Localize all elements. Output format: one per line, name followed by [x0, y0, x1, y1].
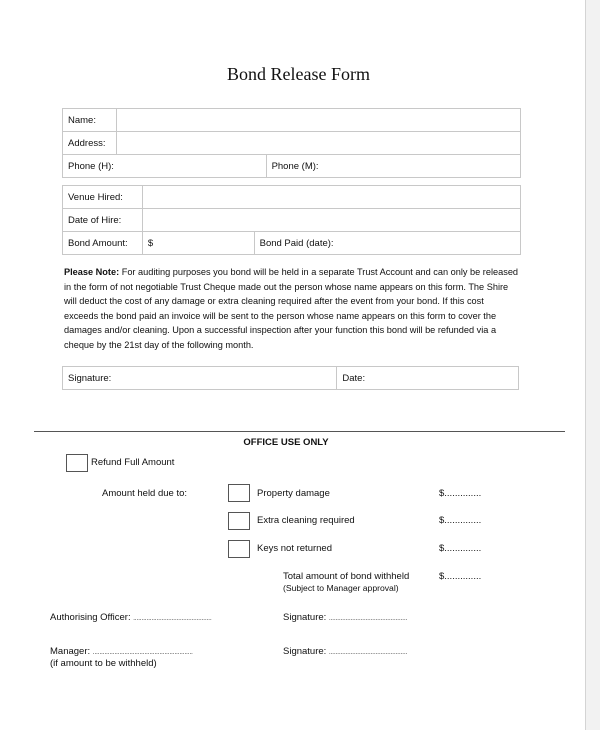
venue-hired-label: Venue Hired:	[63, 186, 143, 209]
authorising-officer-dots: ...............................................	[133, 616, 212, 622]
address-label: Address:	[63, 132, 117, 155]
please-note-text: For auditing purposes you bond will be held in a separate Trust Account and can only be released in the form of not negotiable Trust Cheque made out the person whose name appears on this form. The Shire will deduct the cost of any damage or extra cleaning required after the event from your bond. If this cost exceeds the bond paid an invoice will be sent to the person whose name appears on this form to cover the damages and/or cleaning. Upon a successful inspection after your function this bond will be refunded via a cheque by the 21st day of the following month.	[64, 267, 519, 350]
refund-full-label: Refund Full Amount	[91, 457, 175, 468]
extra-cleaning-checkbox[interactable]	[228, 512, 250, 530]
venue-hired-field[interactable]	[142, 186, 520, 209]
bond-amount-label: Bond Amount:	[63, 232, 143, 255]
keys-not-returned-amount[interactable]: $..............	[439, 543, 482, 554]
extra-cleaning-label: Extra cleaning required	[257, 515, 355, 526]
applicant-signature-label: Signature:	[68, 372, 112, 384]
applicant-signature-field[interactable]	[63, 367, 337, 390]
total-withheld-label: Total amount of bond withheld	[283, 571, 410, 582]
viewer-gutter	[586, 0, 600, 730]
venue-table	[62, 185, 521, 255]
address-field[interactable]	[116, 132, 520, 155]
amount-held-label: Amount held due to:	[102, 488, 188, 499]
property-damage-checkbox[interactable]	[228, 484, 250, 502]
extra-cleaning-amount[interactable]: $..............	[439, 515, 482, 526]
bond-amount-field[interactable]	[142, 232, 254, 255]
applicant-date-label: Date:	[342, 372, 366, 384]
manager-label: Manager:	[50, 646, 93, 657]
date-of-hire-field[interactable]	[142, 209, 520, 232]
officer-signature-label: Signature:	[283, 612, 329, 623]
signature-table	[62, 366, 519, 390]
manager-dots: ............................................................	[92, 650, 193, 656]
please-note-heading: Please Note:	[64, 267, 120, 277]
total-withheld-sublabel: (Subject to Manager approval)	[283, 583, 399, 593]
authorising-officer-line[interactable]	[50, 612, 212, 623]
bond-paid-label: Bond Paid (date):	[259, 237, 334, 249]
manager-sublabel: (if amount to be withheld)	[50, 658, 157, 669]
name-field[interactable]	[116, 109, 520, 132]
keys-not-returned-label: Keys not returned	[257, 543, 332, 554]
phone-home-field[interactable]	[63, 155, 267, 178]
property-damage-amount[interactable]: $..............	[439, 488, 482, 499]
phone-home-label: Phone (H):	[68, 160, 114, 172]
keys-not-returned-checkbox[interactable]	[228, 540, 250, 558]
officer-signature-line[interactable]	[283, 612, 407, 623]
office-use-heading: OFFICE USE ONLY	[243, 437, 329, 448]
manager-signature-line[interactable]	[283, 646, 407, 657]
authorising-officer-label: Authorising Officer:	[50, 612, 134, 623]
total-withheld-amount[interactable]: $..............	[439, 571, 482, 582]
phone-mobile-field[interactable]	[266, 155, 520, 178]
bond-amount-currency: $	[147, 237, 154, 249]
applicant-date-field[interactable]	[337, 367, 519, 390]
refund-full-checkbox[interactable]	[66, 454, 88, 472]
officer-signature-dots: ...............................................	[328, 616, 408, 622]
please-note-paragraph	[64, 265, 520, 353]
phone-mobile-label: Phone (M):	[271, 160, 319, 172]
contact-table	[62, 108, 521, 178]
bond-paid-field[interactable]	[254, 232, 520, 255]
property-damage-label: Property damage	[257, 488, 330, 499]
date-of-hire-label: Date of Hire:	[63, 209, 143, 232]
manager-signature-dots: ...............................................	[328, 650, 408, 656]
manager-line[interactable]	[50, 646, 193, 657]
manager-signature-label: Signature:	[283, 646, 329, 657]
form-title: Bond Release Form	[227, 64, 370, 84]
name-label: Name:	[63, 109, 117, 132]
section-divider	[34, 431, 565, 432]
